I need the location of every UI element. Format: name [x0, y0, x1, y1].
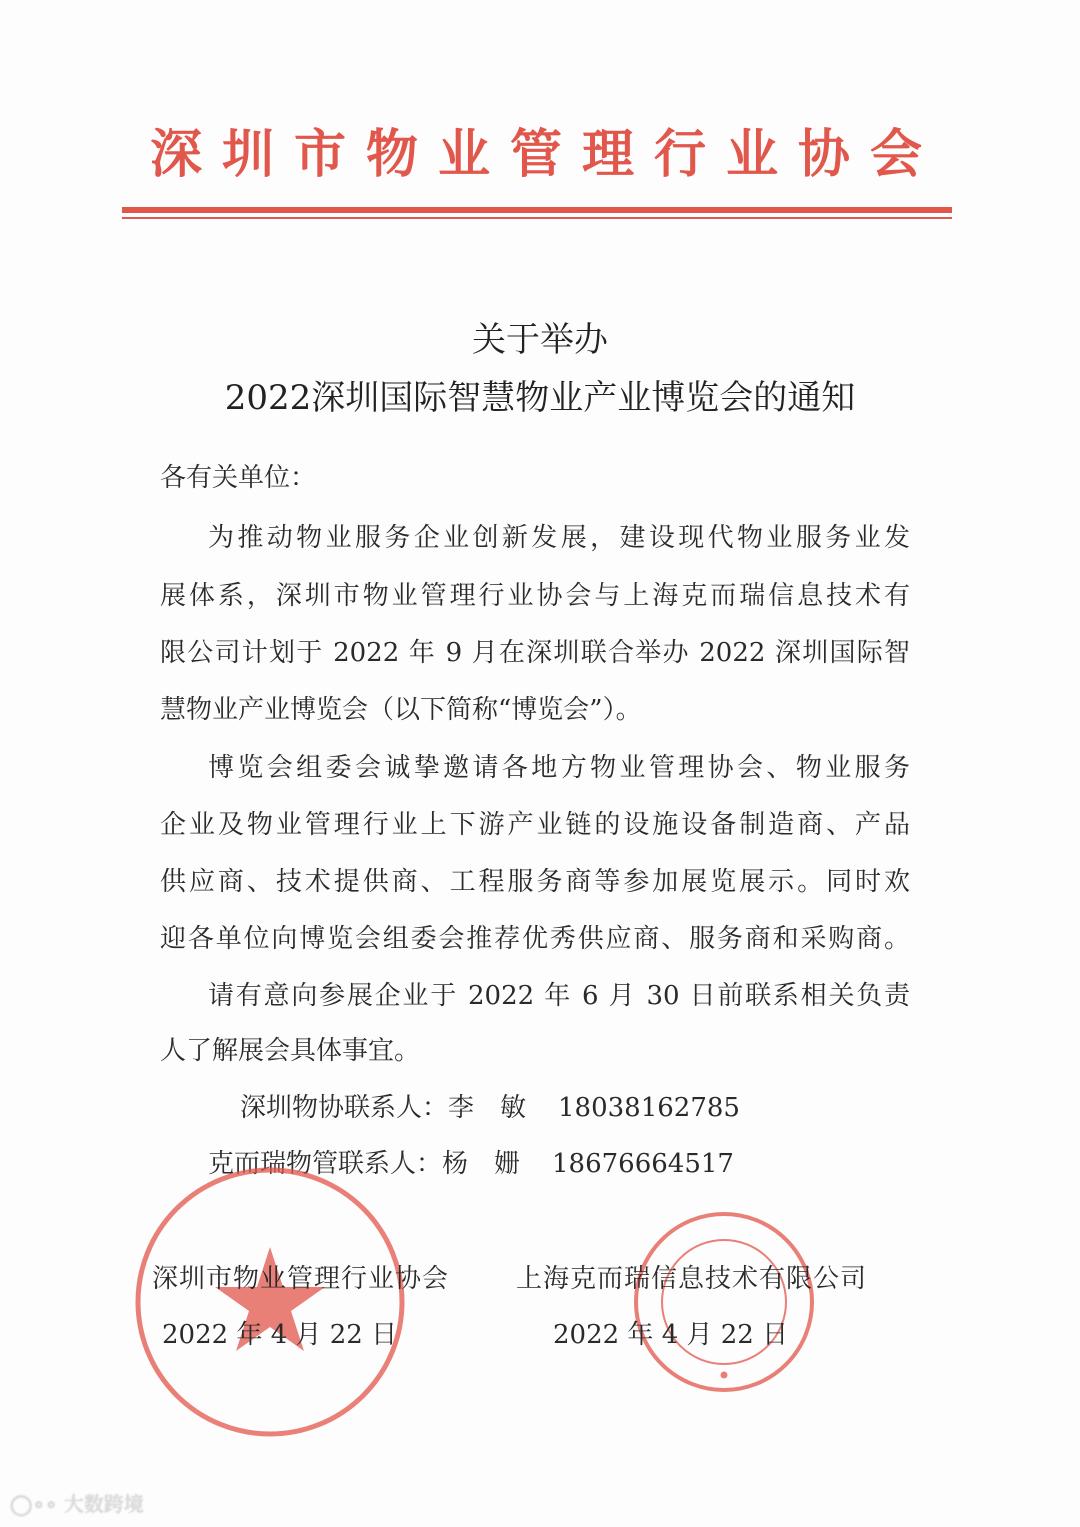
letterhead-rule-thin [122, 217, 952, 219]
body-line: 限公司计划于 2022 年 9 月在深圳联合举办 2022 深圳国际智 [160, 638, 910, 668]
contact-phone: 18676664517 [552, 1149, 734, 1179]
salutation: 各有关单位： [160, 463, 317, 493]
contact-name: 李 敏 [448, 1093, 527, 1123]
letterhead-title: 深圳市物业管理行业协会 [150, 124, 922, 185]
contact-name: 杨 姗 [442, 1149, 521, 1179]
signature-date: 2022 年 4 月 22 日 [553, 1320, 789, 1350]
signature-org: 深圳市物业管理行业协会 [152, 1264, 450, 1294]
watermark-text: 大数跨境 [63, 1492, 144, 1516]
body-line: 企业及物业管理行业上下游产业链的设施设备制造商、产品 [160, 810, 910, 840]
body-line: 请有意向参展企业于 2022 年 6 月 30 日前联系相关负责 [208, 981, 910, 1011]
body-line: 供应商、技术提供商、工程服务商等参加展览展示。同时欢 [160, 867, 910, 897]
watermark: ◯∘∘ 大数跨境 [10, 1492, 144, 1516]
company-seal [632, 1210, 817, 1395]
contact-label: 克而瑞物管联系人： [208, 1149, 443, 1179]
body-line: 为推动物业服务企业创新发展，建设现代物业服务业发 [208, 523, 910, 553]
body-line: 人了解展会具体事宜。 [160, 1036, 421, 1066]
contact-label: 深圳物协联系人： [240, 1093, 449, 1123]
signature-org: 上海克而瑞信息技术有限公司 [516, 1264, 868, 1294]
body-line: 慧物业产业博览会（以下简称“博览会”）。 [160, 695, 642, 725]
signature-date: 2022 年 4 月 22 日 [162, 1320, 398, 1350]
notice-title-line1: 关于举办 [472, 320, 608, 360]
contact-phone: 18038162785 [558, 1093, 740, 1123]
contact-row [240, 1091, 740, 1125]
letterhead-rule-thick [122, 207, 952, 213]
notice-title-line2: 2022深圳国际智慧物业产业博览会的通知 [224, 378, 856, 418]
association-seal [130, 1165, 410, 1440]
body-line: 展体系，深圳市物业管理行业协会与上海克而瑞信息技术有 [160, 581, 910, 611]
body-line: 博览会组委会诚挚邀请各地方物业管理协会、物业服务 [208, 753, 910, 783]
body-line: 迎各单位向博览会组委会推荐优秀供应商、服务商和采购商。 [160, 924, 910, 954]
